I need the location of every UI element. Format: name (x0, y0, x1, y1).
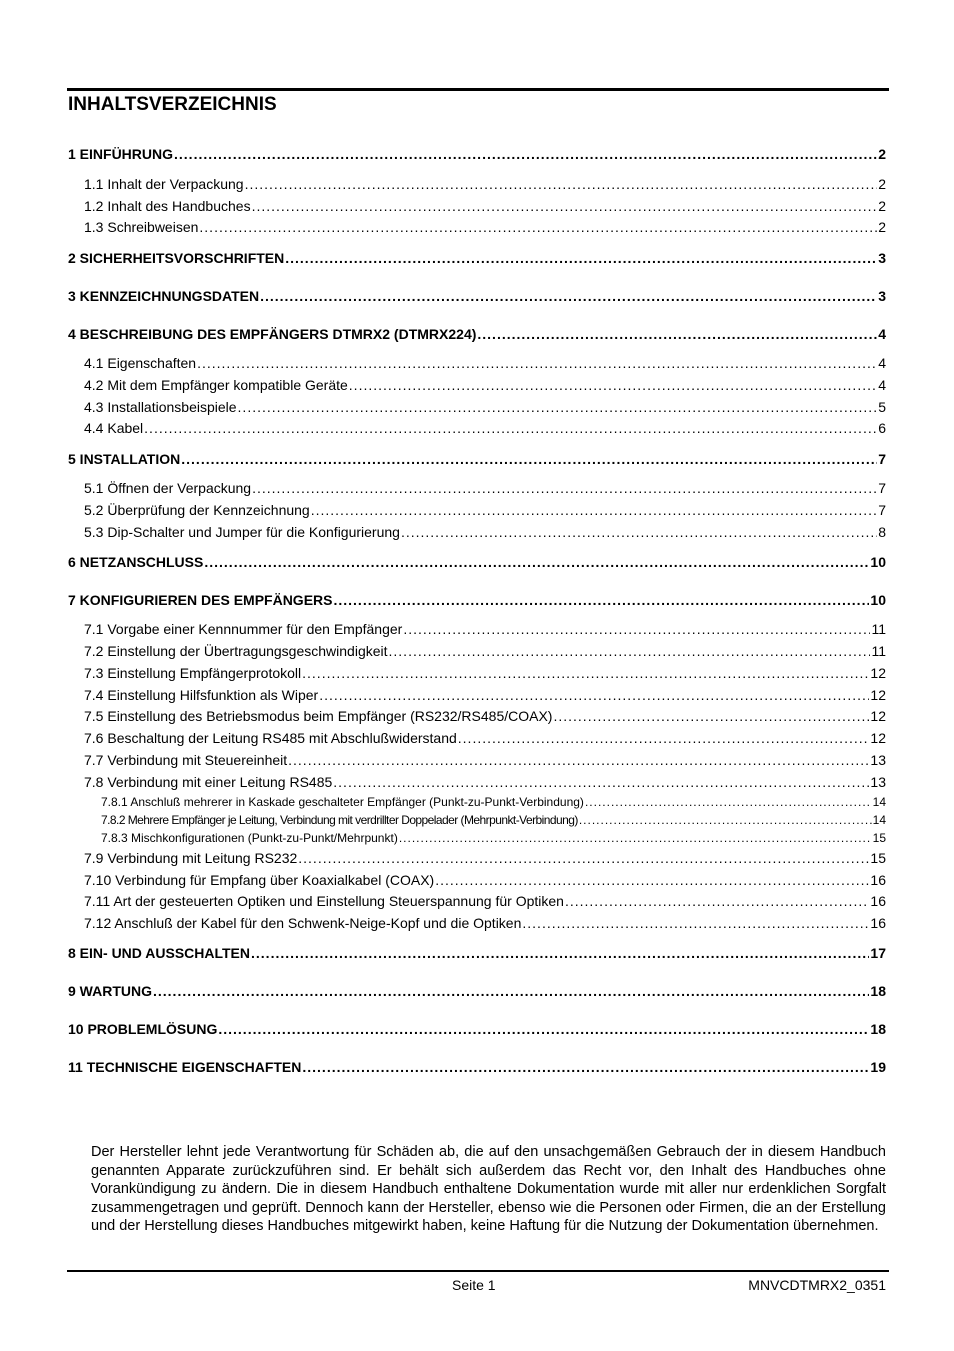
toc-entry-7-10[interactable] (84, 872, 886, 889)
toc-title: INHALTSVERZEICHNIS (68, 94, 277, 115)
toc-entry-5-2[interactable] (84, 502, 886, 519)
toc-entry-page: 18 (870, 1021, 886, 1037)
toc-entry-11[interactable] (68, 1059, 886, 1076)
toc-entry-text: 3 KENNZEICHNUNGSDATEN (68, 288, 260, 304)
toc-entry-1-1[interactable] (84, 176, 886, 193)
toc-entry-page: 2 (878, 146, 886, 162)
toc-leader (399, 831, 872, 845)
toc-entry-text: 7.6 Beschaltung der Leitung RS485 mit Abschlußwiderstand (84, 730, 457, 746)
toc-leader (553, 708, 869, 725)
toc-entry-page: 5 (878, 399, 886, 415)
toc-leader (565, 893, 869, 910)
toc-leader (579, 813, 872, 827)
toc-leader (302, 665, 869, 682)
toc-entry-text: 1.3 Schreibweisen (84, 219, 199, 235)
toc-entry-1-3[interactable] (84, 219, 886, 236)
toc-leader (153, 983, 869, 1000)
toc-entry-4-3[interactable] (84, 399, 886, 416)
toc-entry-7-2[interactable] (84, 643, 886, 660)
disclaimer-text: Der Hersteller lehnt jede Verantwortung für Schäden ab, die auf den unsachgemäßen Gebrauch der in diesem Handbuch genannten Apparate zurückzuführen sind. Er behält sich außerdem das Recht vor, den Inhalt des Handbuches ohne Vorankündigung zu ändern. Die in diesem Handbuch enthaltene Dokumentation wurde mit aller nur erdenklichen Sorgfalt zusammengetragen und geprüft. Dennoch kann der Hersteller, ebenso wie die Personen oder Firmen, die an der Erstellung und der Herstellung dieses Handbuches mitgewirkt haben, keine Haftung für die Nutzung der Dokumentation übernehmen. (91, 1144, 886, 1235)
toc-entry-3[interactable] (68, 288, 886, 305)
toc-entry-7-12[interactable] (84, 915, 886, 932)
toc-entry-9[interactable] (68, 983, 886, 1000)
toc-leader (401, 524, 877, 541)
footer-rule (67, 1270, 889, 1272)
toc-leader (403, 621, 870, 638)
toc-leader (458, 730, 870, 747)
toc-entry-page: 3 (878, 250, 886, 266)
toc-entry-7-6[interactable] (84, 730, 886, 747)
toc-entry-page: 16 (870, 915, 886, 931)
toc-entry-text: 1 EINFÜHRUNG (68, 146, 174, 162)
toc-entry-text: 1.1 Inhalt der Verpackung (84, 176, 244, 192)
toc-entry-text: 7.8.2 Mehrere Empfänger je Leitung, Verbindung mit verdrillter Doppelader (Mehrpunkt-Verbindung) (101, 813, 578, 827)
toc-entry-10[interactable] (68, 1021, 886, 1038)
toc-entry-1[interactable] (68, 146, 886, 163)
toc-leader (333, 774, 869, 791)
toc-entry-text: 1.2 Inhalt des Handbuches (84, 198, 251, 214)
toc-entry-7-5[interactable] (84, 708, 886, 725)
toc-entry-4-1[interactable] (84, 355, 886, 372)
toc-entry-page: 8 (878, 524, 886, 540)
toc-entry-page: 13 (870, 752, 886, 768)
toc-leader (522, 915, 869, 932)
toc-leader (245, 176, 878, 193)
toc-entry-5-1[interactable] (84, 480, 886, 497)
toc-entry-1-2[interactable] (84, 198, 886, 215)
toc-entry-7-4[interactable] (84, 687, 886, 704)
toc-entry-page: 12 (870, 708, 886, 724)
toc-entry-8[interactable] (68, 945, 886, 962)
toc-entry-page: 11 (871, 643, 886, 659)
toc-entry-page: 18 (870, 983, 886, 999)
page-number: Seite 1 (452, 1277, 496, 1293)
toc-entry-text: 7 KONFIGURIEREN DES EMPFÄNGERS (68, 592, 333, 608)
toc-leader (477, 326, 877, 343)
toc-entry-5[interactable] (68, 451, 886, 468)
toc-entry-page: 4 (878, 355, 886, 371)
toc-entry-page: 13 (870, 774, 886, 790)
toc-entry-text: 2 SICHERHEITSVORSCHRIFTEN (68, 250, 285, 266)
toc-entry-text: 5 INSTALLATION (68, 451, 181, 467)
toc-entry-page: 12 (870, 687, 886, 703)
toc-entry-7-1[interactable] (84, 621, 886, 638)
toc-entry-page: 15 (870, 850, 886, 866)
toc-entry-7-7[interactable] (84, 752, 886, 769)
toc-leader (238, 399, 878, 416)
toc-entry-text: 7.9 Verbindung mit Leitung RS232 (84, 850, 298, 866)
toc-leader (181, 451, 877, 468)
toc-leader (302, 1059, 869, 1076)
toc-entry-page: 16 (870, 872, 886, 888)
toc-entry-page: 2 (878, 176, 886, 192)
toc-leader (204, 554, 869, 571)
toc-entry-4-4[interactable] (84, 420, 886, 437)
toc-leader (349, 377, 877, 394)
toc-entry-text: 6 NETZANSCHLUSS (68, 554, 204, 570)
toc-leader (252, 198, 878, 215)
toc-entry-text: 11 TECHNISCHE EIGENSCHAFTEN (68, 1059, 302, 1075)
toc-entry-page: 12 (870, 665, 886, 681)
document-code: MNVCDTMRX2_0351 (748, 1277, 886, 1293)
toc-entry-page: 15 (872, 831, 886, 845)
toc-entry-page: 16 (870, 893, 886, 909)
toc-leader (333, 592, 869, 609)
toc-entry-page: 10 (870, 554, 886, 570)
toc-leader (435, 872, 869, 889)
toc-entry-4-2[interactable] (84, 377, 886, 394)
toc-leader (311, 502, 877, 519)
toc-entry-2[interactable] (68, 250, 886, 267)
toc-entry-text: 7.3 Einstellung Empfängerprotokoll (84, 665, 302, 681)
toc-entry-page: 7 (878, 502, 886, 518)
toc-leader (252, 480, 877, 497)
toc-entry-page: 2 (878, 219, 886, 235)
toc-leader (174, 146, 877, 163)
toc-leader (260, 288, 877, 305)
toc-entry-text: 7.8.3 Mischkonfigurationen (Punkt-zu-Punkt/Mehrpunkt) (101, 831, 398, 845)
toc-entry-page: 12 (870, 730, 886, 746)
toc-entry-text: 4.1 Eigenschaften (84, 355, 197, 371)
toc-entry-text: 7.10 Verbindung für Empfang über Koaxialkabel (COAX) (84, 872, 435, 888)
toc-entry-text: 7.5 Einstellung des Betriebsmodus beim Empfänger (RS232/RS485/COAX) (84, 708, 553, 724)
toc-entry-page: 11 (871, 621, 886, 637)
toc-entry-7-8-1[interactable] (101, 795, 886, 809)
toc-leader (144, 420, 877, 437)
toc-entry-text: 5.3 Dip-Schalter und Jumper für die Konfigurierung (84, 524, 400, 540)
toc-leader (585, 795, 872, 809)
toc-entry-text: 10 PROBLEMLÖSUNG (68, 1021, 218, 1037)
toc-entry-text: 8 EIN- UND AUSSCHALTEN (68, 945, 251, 961)
toc-entry-7-8-3[interactable] (101, 831, 886, 845)
toc-entry-text: 7.8 Verbindung mit einer Leitung RS485 (84, 774, 333, 790)
toc-leader (285, 250, 877, 267)
toc-entry-page: 7 (878, 451, 886, 467)
toc-entry-7-9[interactable] (84, 850, 886, 867)
toc-entry-7[interactable] (68, 592, 886, 609)
toc-leader (251, 945, 869, 962)
toc-entry-text: 7.11 Art der gesteuerten Optiken und Einstellung Steuerspannung für Optiken (84, 893, 564, 909)
toc-entry-text: 7.2 Einstellung der Übertragungsgeschwindigkeit (84, 643, 388, 659)
toc-entry-6[interactable] (68, 554, 886, 571)
toc-entry-page: 3 (878, 288, 886, 304)
toc-entry-page: 6 (878, 420, 886, 436)
toc-entry-text: 7.7 Verbindung mit Steuereinheit (84, 752, 288, 768)
toc-entry-7-3[interactable] (84, 665, 886, 682)
toc-leader (218, 1021, 869, 1038)
toc-entry-text: 5.2 Überprüfung der Kennzeichnung (84, 502, 310, 518)
toc-leader (288, 752, 869, 769)
toc-entry-page: 14 (872, 813, 886, 827)
toc-leader (319, 687, 869, 704)
toc-leader (197, 355, 877, 372)
toc-entry-text: 4 BESCHREIBUNG DES EMPFÄNGERS DTMRX2 (DTMRX224) (68, 326, 477, 342)
toc-entry-page: 19 (870, 1059, 886, 1075)
toc-entry-text: 9 WARTUNG (68, 983, 152, 999)
toc-entry-5-3[interactable] (84, 524, 886, 541)
toc-entry-text: 7.1 Vorgabe einer Kennnummer für den Empfänger (84, 621, 403, 637)
toc-leader (389, 643, 871, 660)
toc-entry-text: 7.8.1 Anschluß mehrerer in Kaskade geschalteter Empfänger (Punkt-zu-Punkt-Verbindung) (101, 795, 584, 809)
toc-leader (199, 219, 877, 236)
toc-entry-7-8-2[interactable] (101, 813, 886, 827)
header-rule (67, 88, 889, 91)
toc-entry-page: 7 (878, 480, 886, 496)
toc-entry-text: 4.4 Kabel (84, 420, 144, 436)
toc-entry-page: 4 (878, 326, 886, 342)
toc-entry-7-11[interactable] (84, 893, 886, 910)
toc-entry-page: 14 (872, 795, 886, 809)
toc-entry-page: 17 (870, 945, 886, 961)
toc-entry-text: 4.2 Mit dem Empfänger kompatible Geräte (84, 377, 348, 393)
toc-entry-7-8[interactable] (84, 774, 886, 791)
toc-entry-text: 5.1 Öffnen der Verpackung (84, 480, 252, 496)
toc-entry-page: 10 (870, 592, 886, 608)
toc-leader (298, 850, 869, 867)
toc-entry-text: 4.3 Installationsbeispiele (84, 399, 237, 415)
toc-entry-text: 7.12 Anschluß der Kabel für den Schwenk-Neige-Kopf und die Optiken (84, 915, 522, 931)
toc-entry-page: 4 (878, 377, 886, 393)
toc-entry-4[interactable] (68, 326, 886, 343)
toc-entry-text: 7.4 Einstellung Hilfsfunktion als Wiper (84, 687, 319, 703)
toc-entry-page: 2 (878, 198, 886, 214)
